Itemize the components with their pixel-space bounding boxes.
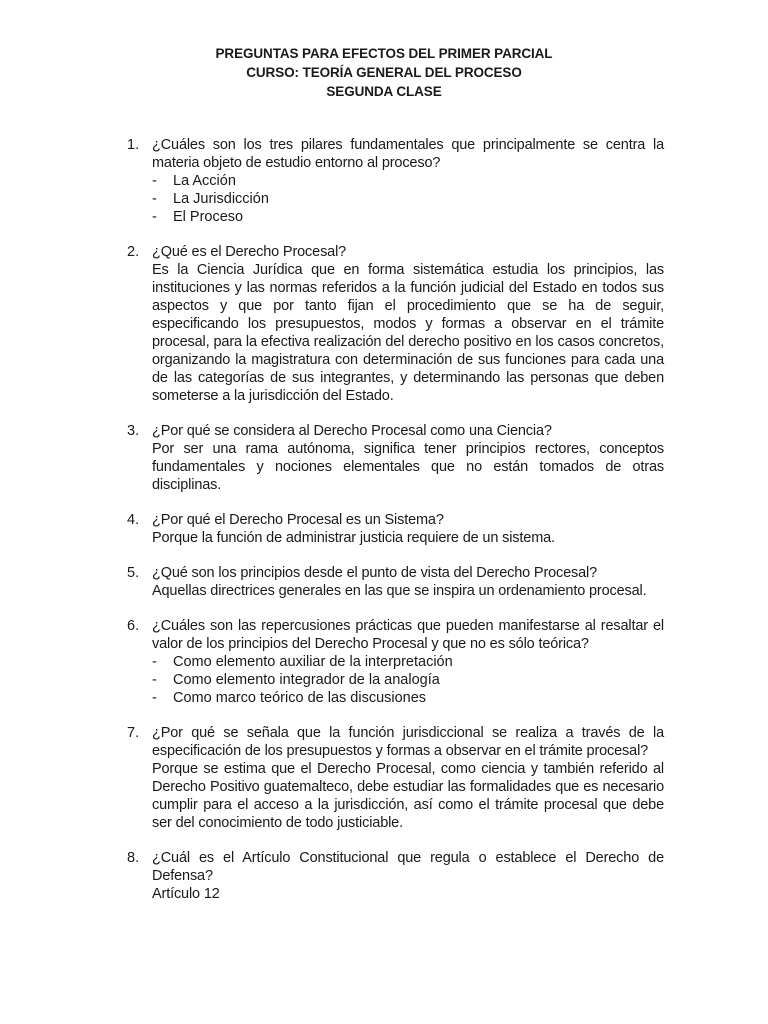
answer-bullet-item	[152, 671, 664, 689]
question-text: ¿Por qué se considera al Derecho Procesal como una Ciencia?	[152, 423, 552, 439]
question-number: 4.	[127, 512, 140, 528]
answer-bullet-item	[152, 689, 664, 707]
question-number: 5.	[127, 565, 140, 581]
answer-text: Porque la función de administrar justicia requiere de un sistema.	[152, 530, 555, 546]
question-body	[152, 564, 664, 600]
question-text: ¿Qué es el Derecho Procesal?	[152, 244, 347, 260]
question-number: 7.	[127, 725, 140, 741]
question-item	[127, 724, 664, 832]
bullet-dash: -	[152, 672, 157, 688]
answer-text: Por ser una rama autónoma, significa tener principios rectores, conceptos fundamentales y nociones elementales que no están tomados de otras disciplinas.	[152, 441, 664, 493]
answer-bullet-item	[152, 653, 664, 671]
answer-bullet-item	[152, 172, 664, 190]
question-body	[152, 136, 664, 226]
question-text: ¿Cuál es el Artículo Constitucional que regula o establece el Derecho de Defensa?	[152, 850, 664, 884]
answer-text: Es la Ciencia Jurídica que en forma sistemática estudia los principios, las instituciones y las normas referidos a la función judicial del Estado en todos sus aspectos y que por tanto fijan el procedimiento que se ha de seguir, especificando los presupuestos, modos y formas a observar en el trámite procesal, para la efectiva realización del derecho positivo en los casos concretos, organizando la magistratura con determinación de sus funciones para cada una de las categorías de sus integrantes, y determinando las personas que deben someterse a la jurisdicción del Estado.	[152, 262, 664, 404]
question-item	[127, 136, 664, 226]
question-body	[152, 422, 664, 494]
question-text: ¿Cuáles son los tres pilares fundamentales que principalmente se centra la materia objeto de estudio entorno al proceso?	[152, 137, 664, 171]
bullet-dash: -	[152, 690, 157, 706]
question-number: 1.	[127, 137, 140, 153]
answer-bullet-list	[152, 172, 664, 226]
header-line-3: SEGUNDA CLASE	[326, 84, 442, 99]
question-item	[127, 849, 664, 903]
question-number: 6.	[127, 618, 140, 634]
bullet-text: El Proceso	[173, 209, 244, 225]
answer-bullet-item	[152, 190, 664, 208]
header-line-2: CURSO: TEORÍA GENERAL DEL PROCESO	[246, 65, 522, 80]
question-body	[152, 724, 664, 832]
bullet-dash: -	[152, 173, 157, 189]
bullet-dash: -	[152, 191, 157, 207]
question-text: ¿Cuáles son las repercusiones prácticas que pueden manifestarse al resaltar el valor de los principios del Derecho Procesal y que no es sólo teórica?	[152, 618, 664, 652]
question-item	[127, 511, 664, 547]
answer-text: Aquellas directrices generales en las que se inspira un ordenamiento procesal.	[152, 583, 647, 599]
question-item	[127, 564, 664, 600]
question-number: 3.	[127, 423, 140, 439]
question-list	[127, 136, 664, 920]
answer-text: Porque se estima que el Derecho Procesal, como ciencia y también referido al Derecho Positivo guatemalteco, debe estudiar las formalidades que es necesario cumplir para el acceso a la jurisdicción, así como el trámite procesal que debe ser del conocimiento de todo justiciable.	[152, 761, 664, 831]
question-body	[152, 243, 664, 405]
question-number: 2.	[127, 244, 140, 260]
question-body	[152, 511, 664, 547]
header-line-1: PREGUNTAS PARA EFECTOS DEL PRIMER PARCIAL	[215, 46, 553, 61]
bullet-text: Como marco teórico de las discusiones	[173, 690, 427, 706]
question-text: ¿Qué son los principios desde el punto de vista del Derecho Procesal?	[152, 565, 598, 581]
answer-bullet-list	[152, 653, 664, 707]
question-body	[152, 617, 664, 707]
bullet-dash: -	[152, 654, 157, 670]
bullet-dash: -	[152, 209, 157, 225]
bullet-text: La Acción	[173, 173, 236, 189]
answer-bullet-item	[152, 208, 664, 226]
question-text: ¿Por qué el Derecho Procesal es un Sistema?	[152, 512, 444, 528]
question-body	[152, 849, 664, 903]
question-item	[127, 617, 664, 707]
bullet-text: Como elemento integrador de la analogía	[173, 672, 440, 688]
question-number: 8.	[127, 850, 140, 866]
bullet-text: Como elemento auxiliar de la interpretación	[173, 654, 453, 670]
bullet-text: La Jurisdicción	[173, 191, 269, 207]
question-text: ¿Por qué se señala que la función jurisdiccional se realiza a través de la especificación de los presupuestos y formas a observar en el trámite procesal?	[152, 725, 664, 759]
question-item	[127, 243, 664, 405]
document-header	[0, 44, 768, 101]
answer-text: Artículo 12	[152, 886, 220, 902]
question-item	[127, 422, 664, 494]
